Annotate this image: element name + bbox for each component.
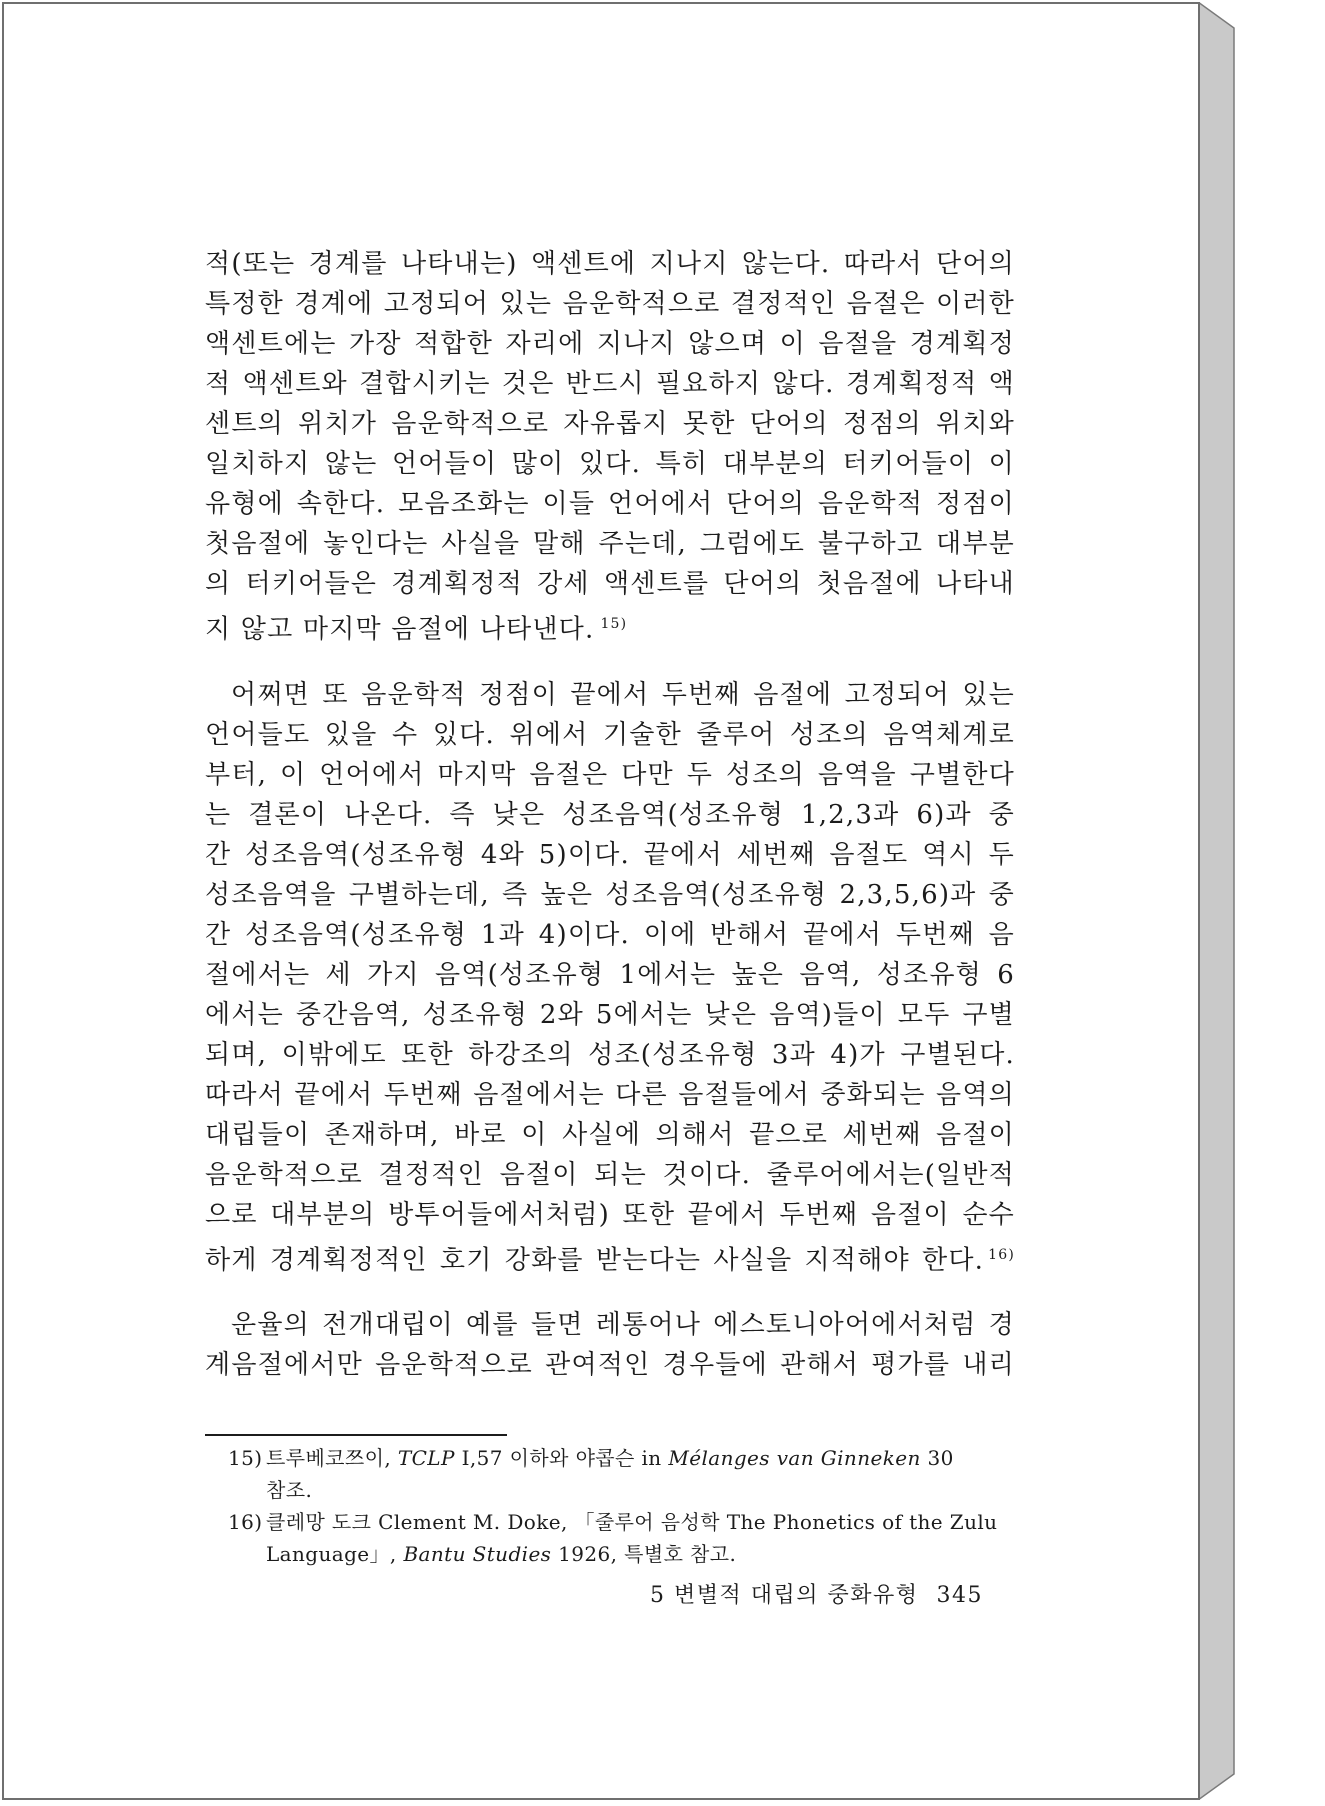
body-text bbox=[205, 244, 1015, 1385]
text-line: 간 성조음역(성조유형 1과 4)이다. 이에 반해서 끝에서 두번째 음 bbox=[205, 919, 1015, 950]
text-line-last bbox=[205, 604, 1015, 650]
footnote-text: 1926, 특별호 참고. bbox=[551, 1542, 737, 1566]
paragraph-1 bbox=[205, 244, 1015, 650]
book-spine bbox=[1198, 2, 1244, 1800]
text-line: 의 터키어들은 경계획정적 강세 액센트를 단어의 첫음절에 나타내 bbox=[205, 569, 1015, 599]
footnote-15 bbox=[228, 1442, 1015, 1506]
text-line: 어쩌면 또 음운학적 정점이 끝에서 두번째 음절에 고정되어 있는 bbox=[231, 679, 1015, 710]
text-line: 에서는 중간음역, 성조유형 2와 5에서는 낮은 음역)들이 모두 구별 bbox=[205, 999, 1015, 1030]
footnote-text: 트루베코쯔이, bbox=[266, 1446, 398, 1470]
footnote-line bbox=[266, 1538, 1015, 1570]
text-line: 되며, 이밖에도 또한 하강조의 성조(성조유형 3과 4)가 구별된다. bbox=[205, 1039, 1015, 1070]
footnote-line bbox=[266, 1442, 1015, 1474]
footnote-separator bbox=[205, 1434, 507, 1436]
text-line: 유형에 속한다. 모음조화는 이들 언어에서 단어의 음운학적 정점이 bbox=[205, 489, 1015, 519]
paragraph-3 bbox=[205, 1305, 1015, 1385]
text-line: 언어들도 있을 수 있다. 위에서 기술한 줄루어 성조의 음역체계로 bbox=[205, 719, 1015, 750]
footnote-text: Language」, bbox=[266, 1542, 404, 1566]
footnote-italic-text: Mélanges van Ginneken bbox=[668, 1446, 921, 1470]
page-number: 345 bbox=[936, 1583, 983, 1608]
text-line: 성조음역을 구별하는데, 즉 높은 성조음역(성조유형 2,3,5,6)과 중 bbox=[205, 879, 1015, 910]
footnote-ref-15[interactable]: 15) bbox=[600, 616, 628, 632]
footnote-text: 30 bbox=[920, 1446, 954, 1470]
text-line: 대립들이 존재하며, 바로 이 사실에 의해서 끝으로 세번째 음절이 bbox=[205, 1119, 1015, 1150]
footnote-16 bbox=[228, 1506, 1015, 1570]
footnote-line: 참조. bbox=[266, 1478, 313, 1502]
text-line: 액센트에는 가장 적합한 자리에 지나지 않으며 이 음절을 경계획정 bbox=[205, 329, 1015, 359]
running-footer bbox=[650, 1578, 1015, 1609]
text-line-content: 하게 경계획정적인 호기 강화를 받는다는 사실을 지적해야 한다. bbox=[205, 1245, 985, 1276]
text-line: 센트의 위치가 음운학적으로 자유롭지 못한 단어의 정점의 위치와 bbox=[205, 409, 1015, 439]
footnote-number: 16) bbox=[228, 1510, 263, 1534]
text-line: 음운학적으로 결정적인 음절이 되는 것이다. 줄루어에서는(일반적 bbox=[205, 1159, 1015, 1190]
text-line: 절에서는 세 가지 음역(성조유형 1에서는 높은 음역, 성조유형 6 bbox=[205, 959, 1015, 990]
text-line: 일치하지 않는 언어들이 많이 있다. 특히 대부분의 터키어들이 이 bbox=[205, 449, 1015, 479]
footnote-number: 15) bbox=[228, 1446, 263, 1470]
text-line: 첫음절에 놓인다는 사실을 말해 주는데, 그럼에도 불구하고 대부분 bbox=[205, 529, 1015, 559]
text-line-content: 지 않고 마지막 음절에 나타낸다. bbox=[205, 614, 595, 645]
text-line: 적(또는 경계를 나타내는) 액센트에 지나지 않는다. 따라서 단어의 bbox=[205, 249, 1015, 279]
text-line: 는 결론이 나온다. 즉 낮은 성조음역(성조유형 1,2,3과 6)과 중 bbox=[205, 799, 1015, 830]
text-line: 간 성조음역(성조유형 4와 5)이다. 끝에서 세번째 음절도 역시 두 bbox=[205, 839, 1015, 870]
paragraph-2 bbox=[205, 675, 1015, 1281]
text-line: 특정한 경계에 고정되어 있는 음운학적으로 결정적인 음절은 이러한 bbox=[205, 289, 1015, 319]
text-line: 적 액센트와 결합시키는 것은 반드시 필요하지 않다. 경계획정적 액 bbox=[205, 369, 1015, 399]
text-line: 운율의 전개대립이 예를 들면 레통어나 에스토니아어에서처럼 경 bbox=[231, 1310, 1015, 1341]
text-line: 따라서 끝에서 두번째 음절에서는 다른 음절들에서 중화되는 음역의 bbox=[205, 1079, 1015, 1110]
text-line: 으로 대부분의 방투어들에서처럼) 또한 끝에서 두번째 음절이 순수 bbox=[205, 1199, 1015, 1230]
text-line: 계음절에서만 음운학적으로 관여적인 경우들에 관해서 평가를 내리 bbox=[205, 1350, 1015, 1381]
footnote-italic-text: Bantu Studies bbox=[403, 1542, 552, 1566]
footnote-ref-16[interactable]: 16) bbox=[988, 1246, 1015, 1263]
chapter-title: 5 변별적 대립의 중화유형 bbox=[650, 1583, 919, 1608]
text-line: 부터, 이 언어에서 마지막 음절은 다만 두 성조의 음역을 구별한다 bbox=[205, 759, 1015, 790]
footnote-italic-text: TCLP bbox=[397, 1446, 455, 1470]
footnote-text: Ⅰ,57 이하와 야콥슨 in bbox=[454, 1446, 669, 1470]
footnote-line: 클레망 도크 Clement M. Doke, 「줄루어 음성학 The Phonetics of the Zulu bbox=[266, 1510, 998, 1534]
footnotes bbox=[228, 1442, 1015, 1570]
text-line-last bbox=[205, 1235, 1015, 1281]
